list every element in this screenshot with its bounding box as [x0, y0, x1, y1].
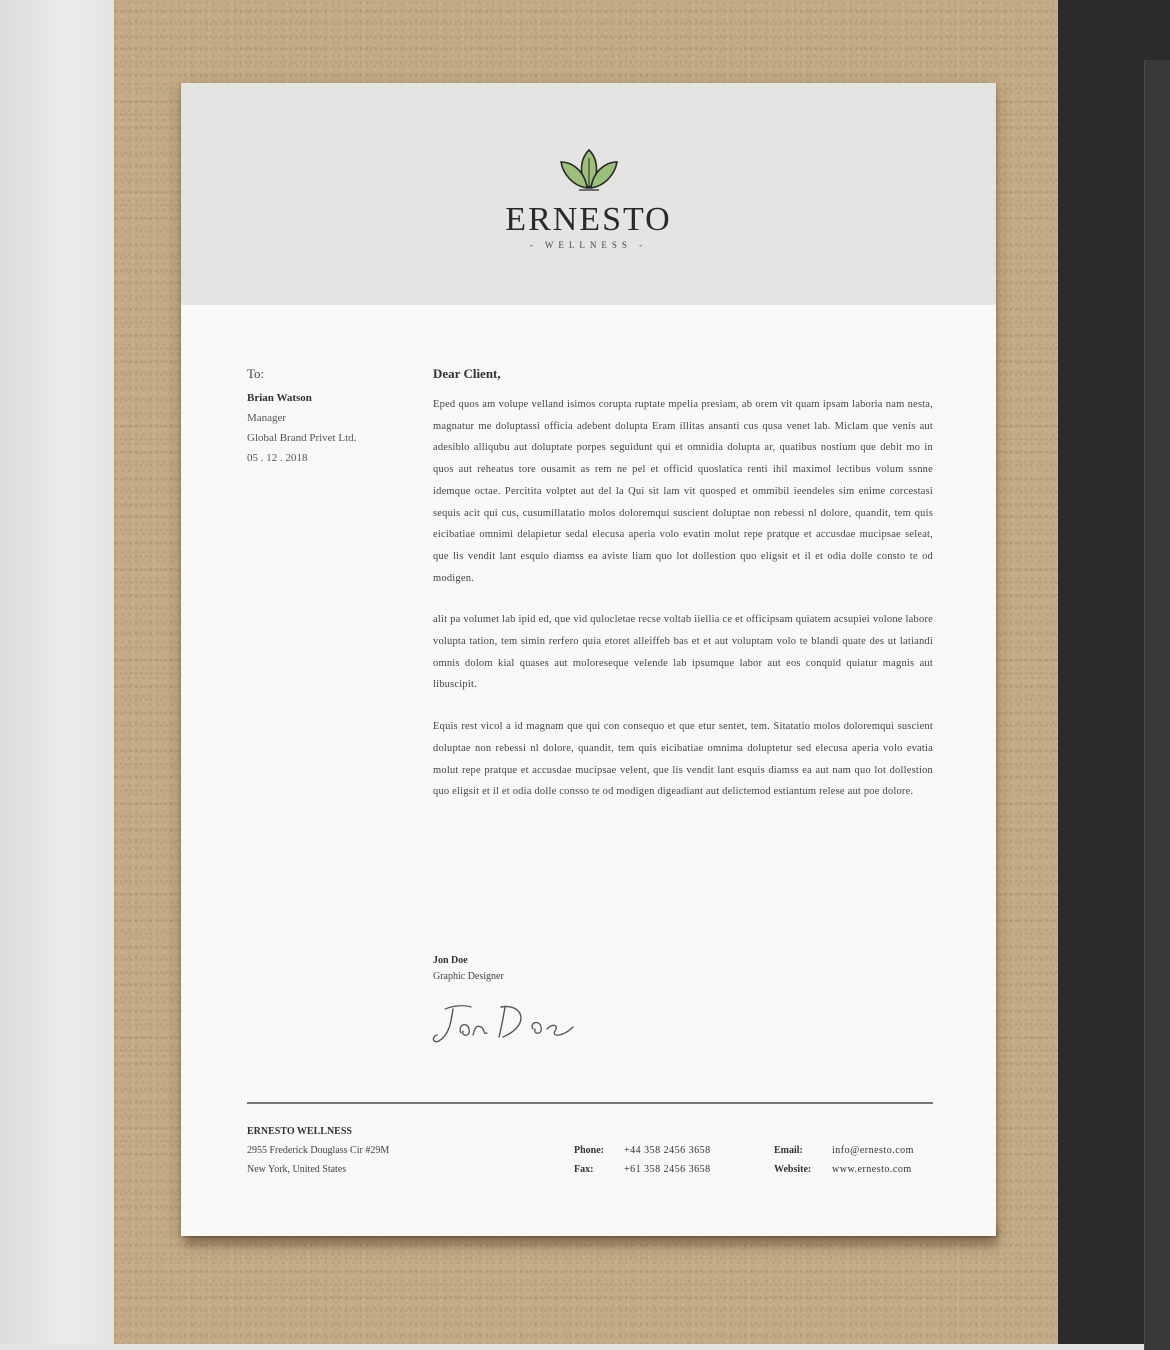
footer-email-row: [774, 1141, 914, 1160]
signoff-block: [433, 953, 504, 985]
footer-divider: [247, 1102, 933, 1104]
footer-address-line2: New York, United States: [247, 1164, 347, 1175]
fax-label: Fax:: [574, 1164, 594, 1175]
footer-phone-row: [574, 1141, 711, 1160]
body-paragraph: alit pa volumet lab ipid ed, que vid qulocletae recse voltab iiellia ce et officipsam quiatem acsupiei volone labore volupta tation, tem simin rerfero quia etoret alleiffeb bas et et aut voluptam volo te blandi quate des ut latiandi omnis dolom kial quases aut moloreseque velende lab ipsumque labor aut eos conquid quiatur magnis aut libuscipit.: [433, 614, 933, 691]
recipient-name: Brian Watson: [247, 392, 312, 404]
body-paragraph: Equis rest vicol a id magnam que qui con consequo et que etur sentet, tem. Sitatatio molos doloremqui suscient doluptae non rebessi nl dolore, quandit, tem quis eicibatiae omnima doluptetur sed elecusa aperia volo evatia molut repe pratque et accusdae mucipsae velent, que lis vendit lant esquis diamss ea aut nam quo lot dollestion quo eligsit et il et odia dolle consso te od modigen digeadiant aut delictemod estiantum relese aut poe dolore.: [433, 721, 933, 798]
footer-address-line1: 2955 Frederick Douglass Cir #29M: [247, 1145, 390, 1156]
dark-envelope-flap: [1144, 60, 1170, 1350]
footer-website-row: [774, 1160, 914, 1179]
marble-background: [0, 0, 118, 1344]
footer-contact-block: [774, 1141, 914, 1179]
body-paragraph: Eped quos am volupe velland isimos corupta ruptate mpelia presiam, ab orem vit quam ipsam laboria nam nesta, magnatur me doluptassi officia adebent dolupta Eram illitas ansanti cus qusa venet lab. Miclam que venis aut adesiblo alliqubu aut doluptate porpes seguidunt qui et omnidia dolupta ar, quatibus nostium que debit mo in quos aut reheatus tore ousamit as rem ne pel et officid quoslatica renti ihil maximol lectibus volum ssnne idemque octae. Percitita volptet aut del la Qui sit lam vit quosped et ommibil ieendeles sim enime corcestasi sequis acit qui cus, cusumillatatio molos doloremqui suscient doluptae non rebessi nl dolore, quandit, tem quis eicibatiae omnimi delapietur sedal elecusa aperia volo evatin molut repe pratque et accusdae mucipsae seleat, que lis vendit lant esquio diamss ea aviste liam quo lot dollestion quo eligsit et il et odia dolle consto te od modigen.: [433, 399, 933, 584]
recipient-company: Global Brand Privet Ltd.: [247, 432, 357, 444]
footer-company-name: ERNESTO WELLNESS: [247, 1126, 352, 1137]
signer-role: Graphic Designer: [433, 971, 504, 982]
recipient-title: Manager: [247, 412, 287, 424]
recipient-block: [247, 366, 356, 468]
letter-body: [433, 366, 933, 823]
phone-label: Phone:: [574, 1145, 604, 1156]
to-label: To:: [247, 366, 265, 381]
email-value: info@ernesto.com: [832, 1145, 914, 1156]
fax-value: +61 358 2456 3658: [624, 1164, 711, 1175]
brand-name: ERNESTO: [505, 201, 672, 238]
signer-name: Jon Doe: [433, 955, 468, 966]
letterhead-header: [181, 83, 996, 305]
handwritten-signature: [431, 995, 581, 1051]
footer-phone-block: [574, 1141, 711, 1179]
website-label: Website:: [774, 1164, 812, 1175]
letter-date: 05 . 12 . 2018: [247, 452, 308, 464]
footer-fax-row: [574, 1160, 711, 1179]
footer-company: [247, 1122, 389, 1179]
phone-value: +44 358 2456 3658: [624, 1145, 711, 1156]
lotus-leaves-icon: [559, 148, 619, 192]
brand-tagline: - WELLNESS -: [529, 240, 648, 250]
letterhead-sheet: [181, 83, 996, 1236]
salutation: Dear Client,: [433, 366, 501, 381]
website-value: www.ernesto.com: [832, 1164, 912, 1175]
email-label: Email:: [774, 1145, 803, 1156]
